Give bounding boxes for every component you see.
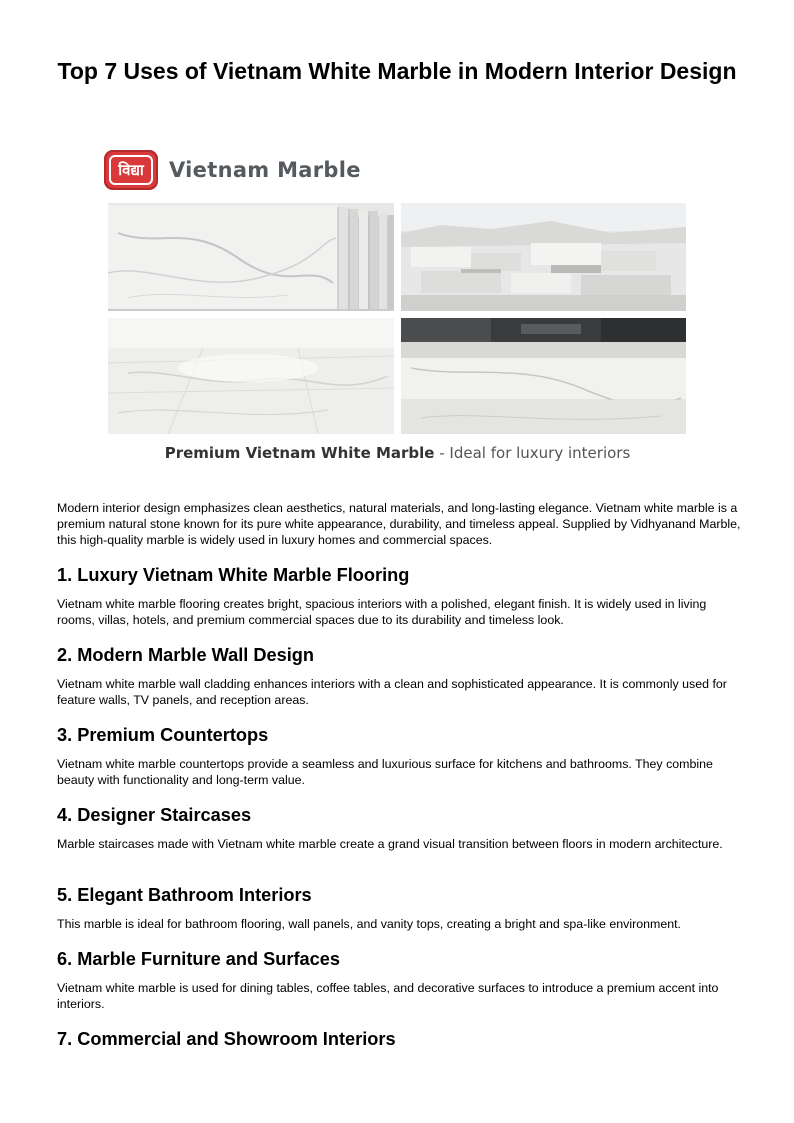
caption-rest: - Ideal for luxury interiors (434, 444, 631, 462)
section-body: This marble is ideal for bathroom flooring, wall panels, and vanity tops, creating a bright and spa-like environment. (57, 917, 681, 931)
marble-slabs-photo (108, 203, 394, 311)
brand-logo (104, 150, 158, 190)
section-heading: 1. Luxury Vietnam White Marble Flooring (57, 565, 410, 585)
brand-name: Vietnam Marble (169, 158, 361, 182)
logo-text: विद्या (118, 161, 144, 179)
marble-countertop-photo (401, 318, 686, 434)
marble-floor-photo (108, 318, 394, 434)
section-body: Vietnam white marble flooring creates bright, spacious interiors with a polished, elegant finish. It is widely used in living rooms, villas, hotels, and premium commercial spaces due to its durability and timeless look. (57, 597, 707, 627)
section-heading: 7. Commercial and Showroom Interiors (57, 1029, 396, 1049)
section-heading: 6. Marble Furniture and Surfaces (57, 949, 340, 969)
section-heading: 2. Modern Marble Wall Design (57, 645, 315, 665)
hero-image (89, 139, 706, 476)
section-body: Marble staircases made with Vietnam white marble create a grand visual transition between floors in modern architecture. (57, 837, 723, 851)
section-heading: 3. Premium Countertops (57, 725, 269, 745)
section-heading: 5. Elegant Bathroom Interiors (57, 885, 312, 905)
section-body: Vietnam white marble is used for dining tables, coffee tables, and decorative surfaces to introduce a premium accent into interiors. (57, 981, 719, 1011)
section-body: Vietnam white marble countertops provide a seamless and luxurious surface for kitchens and bathrooms. They combine beauty with functionality and long-term value. (57, 757, 713, 787)
intro-paragraph: Modern interior design emphasizes clean aesthetics, natural materials, and long-lasting elegance. Vietnam white marble is a premium natural stone known for its pure white appearance, durability, and timeless appeal. Supplied by Vidhyanand Marble, this high-quality marble is widely used in luxury homes and commercial spaces. (57, 501, 741, 547)
caption-bold: Premium Vietnam White Marble (164, 444, 435, 462)
page-title: Top 7 Uses of Vietnam White Marble in Modern Interior Design (57, 58, 737, 84)
section-body: Vietnam white marble wall cladding enhances interiors with a clean and sophisticated appearance. It is commonly used for feature walls, TV panels, and reception areas. (57, 677, 727, 707)
marble-quarry-photo (401, 203, 686, 311)
hero-caption (89, 441, 706, 465)
section-heading: 4. Designer Staircases (57, 805, 252, 825)
